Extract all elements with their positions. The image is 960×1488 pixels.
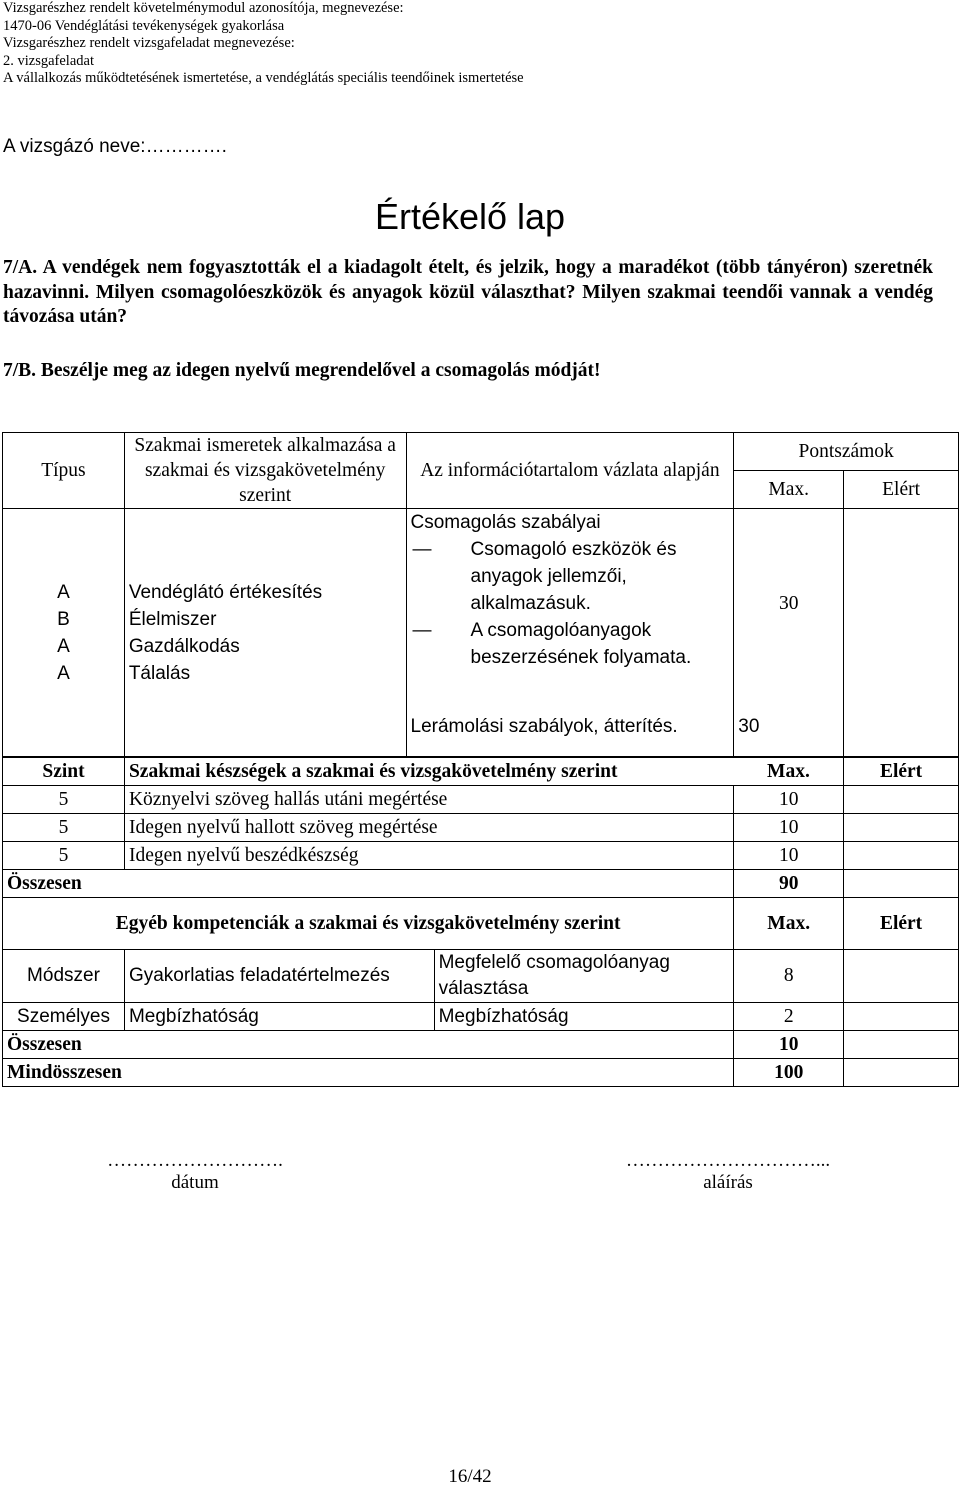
header-achieved: Elért [844,471,959,509]
header-skills: Szakmai készségek a szakmai és vizsgakövetelmény szerint [124,758,733,786]
header-max: Max. [734,471,844,509]
skill-level: 5 [3,814,125,842]
info-title: Csomagolás szabályai [410,512,601,533]
knowledge-item: Gazdálkodás [128,635,240,657]
skill-name: Köznyelvi szöveg hallás utáni megértése [124,786,733,814]
comp-achieved [844,1003,959,1031]
skills-total-achieved [844,870,959,898]
grand-total-value: 100 [734,1059,844,1087]
document-header [3,0,524,88]
comp-achieved [844,950,959,1003]
page-title: Értékelő lap [374,196,566,237]
skill-max: 10 [734,814,844,842]
knowledge-item: Élelmiszer [128,608,217,630]
info-max: 30 [734,509,844,699]
skill-max: 10 [734,786,844,814]
info2-text: Lerámolási szabályok, átterítés. [406,699,734,757]
knowledge-list [124,509,406,757]
signature-dots: …………………………... [625,1150,831,1171]
skills-table [2,757,959,1087]
header-type: Típus [3,433,125,509]
comp-max: 8 [734,950,844,1003]
comp-group: Személyes [3,1003,125,1031]
header-knowledge: Szakmai ismeretek alkalmazása a szakmai és vizsgakövetelmény szerint [124,433,406,509]
comp-total-label: Összesen [3,1031,734,1059]
header-skills-achieved: Elért [844,758,959,786]
header-skills-max: Max. [734,758,844,786]
comp-desc: Megfelelő csomagolóanyag választása [434,950,734,1003]
info2-max: 30 [734,699,844,757]
header-other-achieved: Elért [844,898,959,950]
page-number: 16/42 [448,1466,492,1487]
comp-desc: Megbízhatóság [434,1003,734,1031]
skills-total-label: Összesen [3,870,734,898]
header-points: Pontszámok [734,433,959,471]
header-other-max: Max. [734,898,844,950]
grand-total-label: Mindösszesen [3,1059,734,1087]
task-7a: 7/A. A vendégek nem fogyasztották el a kiadagolt ételt, és jelzik, hogy a maradékot (több tányéron) szeretnék hazavinni. Milyen csomagolóeszközök és anyagok közül választhat? Milyen szakmai teendői vannak a vendég távozása után? [3,257,933,327]
info-cell [406,509,734,699]
comp-total-achieved [844,1031,959,1059]
comp-name: Megbízhatóság [124,1003,434,1031]
date-signature-block [90,1150,300,1194]
type-item: A [57,581,70,603]
header-other-competencies: Egyéb kompetenciák a szakmai és vizsgakövetelmény szerint [3,898,734,950]
knowledge-item: Vendéglátó értékesítés [128,581,323,603]
date-dots: ………………………. [107,1150,283,1171]
signature-block [608,1150,848,1194]
header-line: Vizsgarészhez rendelt követelménymodul azonosítója, megnevezése: [3,0,404,16]
skill-level: 5 [3,842,125,870]
skill-max: 10 [734,842,844,870]
skills-total-value: 90 [734,870,844,898]
comp-total-value: 10 [734,1031,844,1059]
task-7b: 7/B. Beszélje meg az idegen nyelvű megrendelővel a csomagolás módját! [3,360,601,381]
skill-name: Idegen nyelvű hallott szöveg megértése [124,814,733,842]
header-line: A vállalkozás működtetésének ismertetése, a vendéglátás speciális teendőinek ismertetése [3,70,524,87]
header-line: 1470-06 Vendéglátási tevékenységek gyakorlása [3,17,285,34]
skill-achieved [844,842,959,870]
info-item: — Csomagoló eszközök és anyagok jellemzői, alkalmazásuk. [441,536,730,617]
signature-label: aláírás [703,1172,753,1193]
skill-achieved [844,814,959,842]
date-label: dátum [171,1172,219,1193]
info-list [411,536,730,671]
comp-name: Gyakorlatias feladatértelmezés [124,950,434,1003]
info-achieved [844,509,959,699]
grand-total-achieved [844,1059,959,1087]
knowledge-item: Tálalás [128,662,191,684]
candidate-name-label: A vizsgázó neve:…………. [3,136,227,157]
header-line: Vizsgarészhez rendelt vizsgafeladat megnevezése: [3,35,295,52]
header-level: Szint [3,758,125,786]
skill-level: 5 [3,786,125,814]
info-item: — A csomagolóanyagok beszerzésének folyamata. [441,617,730,671]
header-line: 2. vizsgafeladat [3,52,94,69]
info2-achieved [844,699,959,757]
knowledge-table [2,432,959,757]
header-info: Az információtartalom vázlata alapján [406,433,734,509]
skill-achieved [844,786,959,814]
skill-name: Idegen nyelvű beszédkészség [124,842,733,870]
type-item: B [57,608,70,630]
type-list [3,509,125,757]
type-item: A [57,635,70,657]
comp-group: Módszer [3,950,125,1003]
type-item: A [57,662,70,684]
comp-max: 2 [734,1003,844,1031]
